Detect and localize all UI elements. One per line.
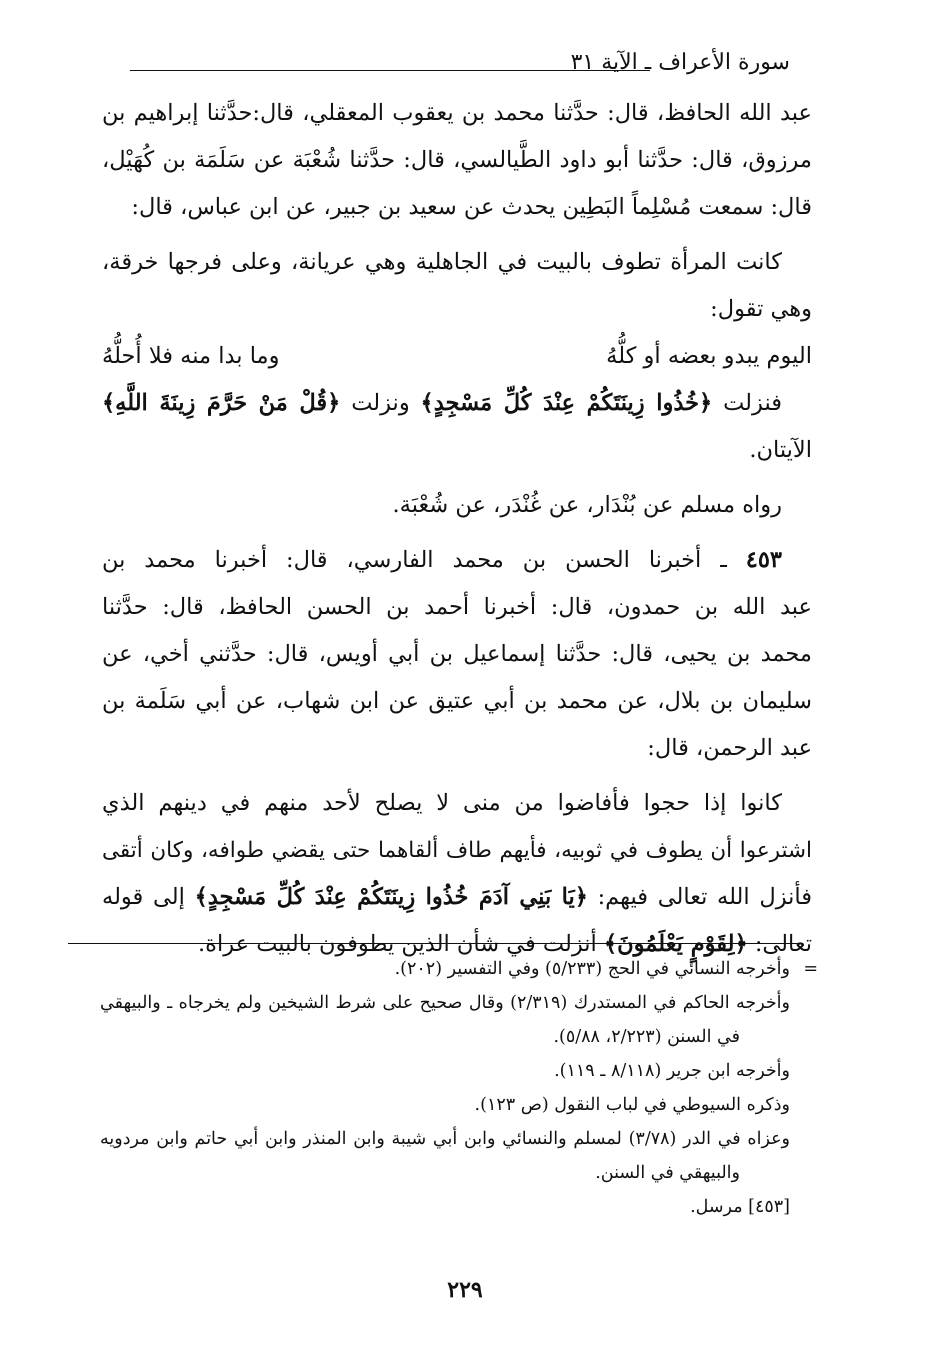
- text-line: عبد الله بن حمدون، قال: أخبرنا أحمد بن الحسن الحافظ، قال: حدَّثنا: [102, 594, 812, 620]
- text-fragment: تعالى:: [747, 931, 812, 957]
- text-fragment: أنزلت في شأن الذين يطوفون بالبيت عراة.: [198, 931, 604, 957]
- page-number: ٢٢٩: [447, 1277, 483, 1303]
- header-rule: [130, 70, 650, 71]
- poem-verse: [102, 333, 812, 380]
- text-fragment: ـ أخبرنا الحسن بن محمد الفارسي، قال: أخبرنا محمد بن: [102, 547, 746, 573]
- poem-hemistich-1: اليوم يبدو بعضه أو كلُّهُ: [606, 343, 812, 369]
- running-title: سورة الأعراف ـ الآية ٣١: [570, 50, 790, 75]
- text-line: سليمان بن بلال، عن محمد بن أبي عتيق عن ابن شهاب، عن أبي سَلَمة بن: [102, 688, 812, 714]
- text-line: وهي تقول:: [710, 296, 812, 322]
- verse-line: [102, 380, 812, 427]
- hadith-number: ٤٥٣: [745, 547, 782, 573]
- text-line: رواه مسلم عن بُنْدَار، عن غُنْدَر، عن شُعْبَة.: [392, 492, 782, 518]
- quran-verse: ﴿يَا بَنِي آدَمَ خُذُوا زِينَتَكُمْ عِنْدَ كُلِّ مَسْجِدٍ﴾: [194, 884, 588, 910]
- footnote-line: وأخرجه ابن جرير (٨/١١٨ ـ ١١٩).: [554, 1061, 790, 1081]
- text-line: مرزوق، قال: حدَّثنا أبو داود الطَّيالسي، قال: حدَّثنا شُعْبَة عن سَلَمَة بن كُهَيْل،: [102, 147, 812, 173]
- footnote-rule: [68, 943, 798, 944]
- text-fragment: فأنزل الله تعالى فيهم:: [587, 884, 812, 910]
- text-line: عبد الرحمن، قال:: [647, 735, 812, 761]
- footnote-line: [100, 952, 818, 986]
- text-line: كانوا إذا حجوا فأفاضوا من منى لا يصلح لأحد منهم في دينهم الذي: [102, 790, 782, 816]
- quran-verse: ﴿خُذُوا زِينَتَكُمْ عِنْدَ كُلِّ مَسْجِدٍ﴾: [420, 390, 713, 416]
- text-line: اشترعوا أن يطوف في ثوبيه، فأيهم طاف ألقاهما حتى يقضي طوافه، وكان أتقى: [102, 838, 812, 863]
- poem-hemistich-2: وما بدا منه فلا أُحلُّهُ: [102, 343, 280, 369]
- footnote-line: [٤٥٣] مرسل.: [690, 1197, 790, 1217]
- running-header: [130, 44, 790, 84]
- text-line: قال: سمعت مُسْلِماً البَطِين يحدث عن سعيد بن جبير، عن ابن عباس، قال:: [131, 194, 812, 220]
- text-fragment: إلى قوله: [102, 884, 195, 910]
- footnote-line: وذكره السيوطي في لباب النقول (ص ١٢٣).: [474, 1095, 790, 1115]
- text-line: عبد الله الحافظ، قال: حدَّثنا محمد بن يعقوب المعقلي، قال:حدَّثنا إبراهيم بن: [102, 100, 812, 126]
- text-fragment: فنزلت: [712, 390, 782, 416]
- hadith-first-line: [102, 537, 812, 584]
- quran-verse: ﴿لِقَوْمٍ يَعْلَمُونَ﴾: [603, 931, 748, 957]
- quran-verse: ﴿قُلْ مَنْ حَرَّمَ زِينَةَ اللَّهِ﴾: [102, 390, 341, 416]
- text-fragment: ونزلت: [340, 390, 421, 416]
- footnote-line: وأخرجه الحاكم في المستدرك (٢/٣١٩) وقال صحيح على شرط الشيخين ولم يخرجاه ـ والبيهقي: [100, 993, 790, 1013]
- footnotes: [100, 952, 818, 1224]
- footnote-text: وأخرجه النسائي في الحج (٥/٢٣٣) وفي التفسير (٢٠٢).: [394, 959, 790, 979]
- footnote-line: في السنن (٢/٢٢٣، ٥/٨٨).: [553, 1027, 740, 1047]
- verse-line: [102, 874, 812, 921]
- text-line: كانت المرأة تطوف بالبيت في الجاهلية وهي عريانة، وعلى فرجها خرقة،: [102, 249, 782, 275]
- text-line: محمد بن يحيى، قال: حدَّثنا إسماعيل بن أبي أويس، قال: حدَّثني أخي، عن: [102, 641, 812, 667]
- footnote-line: وعزاه في الدر (٣/٧٨) لمسلم والنسائي وابن أبي شيبة وابن المنذر وابن أبي حاتم وابن مردويه: [100, 1129, 790, 1149]
- main-text: [102, 90, 812, 968]
- continuation-marker: =: [803, 959, 818, 979]
- footnote-line: والبيهقي في السنن.: [595, 1163, 740, 1183]
- text-line: الآيتان.: [749, 437, 812, 463]
